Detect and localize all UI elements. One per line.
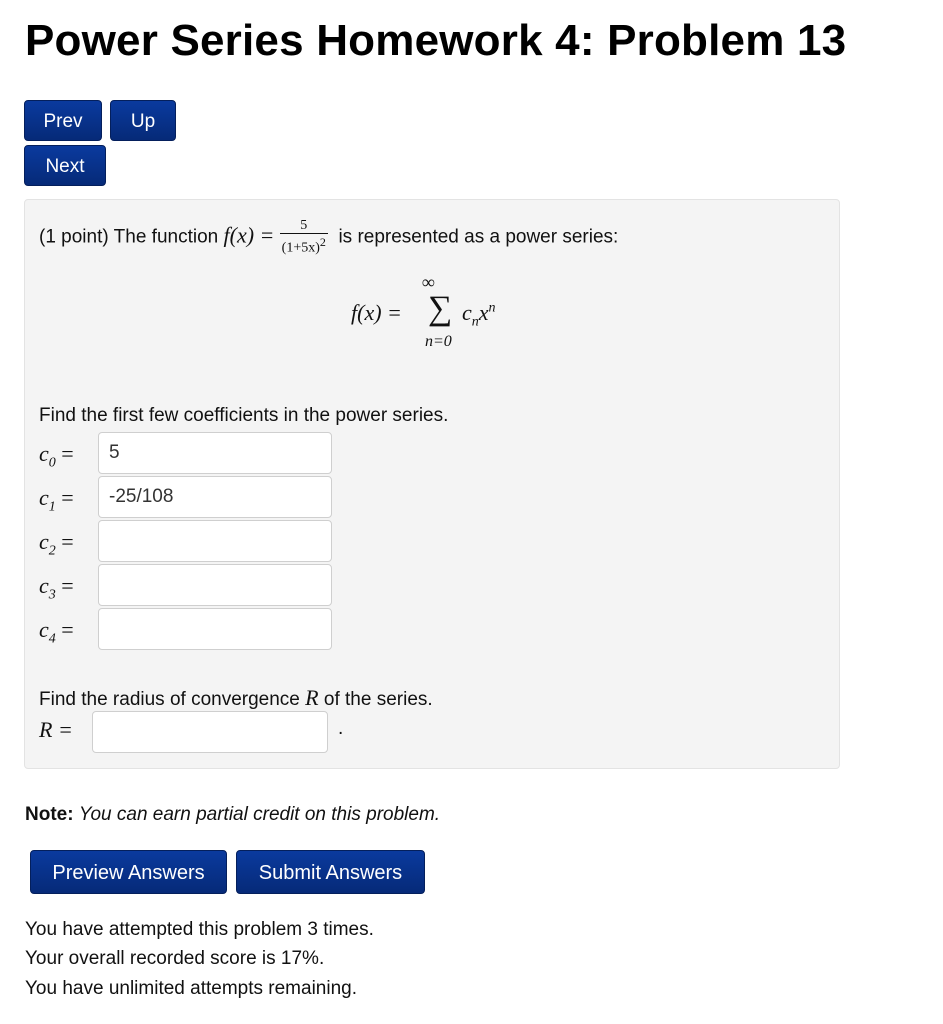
remaining-status: You have unlimited attempts remaining. xyxy=(25,978,357,999)
fx-expression: f(x) = xyxy=(223,222,275,248)
represented-text: is represented as a power series: xyxy=(338,226,619,248)
score-status: Your overall recorded score is 17%. xyxy=(25,948,325,969)
c2-input[interactable] xyxy=(98,520,332,562)
problem-box xyxy=(24,199,840,769)
up-button[interactable]: Up xyxy=(110,100,176,141)
function-fraction xyxy=(280,218,328,257)
next-button[interactable]: Next xyxy=(24,145,106,186)
c0-input[interactable] xyxy=(98,432,332,474)
points-label: (1 point) xyxy=(39,226,109,248)
sum-upper-limit: ∞ xyxy=(422,272,435,292)
c1-label: $c_1$ = xyxy=(39,485,74,515)
sum-lower-limit: n=0 xyxy=(425,333,452,350)
fraction-numerator: 5 xyxy=(280,218,328,234)
attempts-status: You have attempted this problem 3 times. xyxy=(25,919,374,940)
prev-button[interactable]: Prev xyxy=(24,100,102,141)
c1-input[interactable] xyxy=(98,476,332,518)
c2-label: $c_2$ = xyxy=(39,529,74,559)
c3-input[interactable] xyxy=(98,564,332,606)
page-title: Power Series Homework 4: Problem 13 xyxy=(25,16,847,65)
coef-instruction: Find the first few coefficients in the power series. xyxy=(39,405,449,426)
radius-input[interactable] xyxy=(92,711,328,753)
radius-label: R = xyxy=(39,717,73,742)
partial-credit-note: Note: You can earn partial credit on this problem. xyxy=(25,804,441,825)
preview-answers-button[interactable]: Preview Answers xyxy=(30,850,227,894)
c4-input[interactable] xyxy=(98,608,332,650)
intro-text: The function xyxy=(113,226,219,248)
c0-label: $c_0$ = xyxy=(39,441,74,471)
series-lhs: f(x) = xyxy=(351,300,402,325)
radius-trailing-period: . xyxy=(338,718,344,739)
fraction-denominator: $(1+5x)^2$ xyxy=(281,235,326,256)
sigma-symbol: ∑ xyxy=(428,290,453,327)
c4-label: $c_4$ = xyxy=(39,617,74,647)
radius-instruction: Find the radius of convergence R of the series. xyxy=(39,685,433,710)
series-term: $c_nx^n$ xyxy=(462,300,496,330)
c3-label: $c_3$ = xyxy=(39,573,74,603)
problem-statement xyxy=(39,218,618,257)
submit-answers-button[interactable]: Submit Answers xyxy=(236,850,425,894)
